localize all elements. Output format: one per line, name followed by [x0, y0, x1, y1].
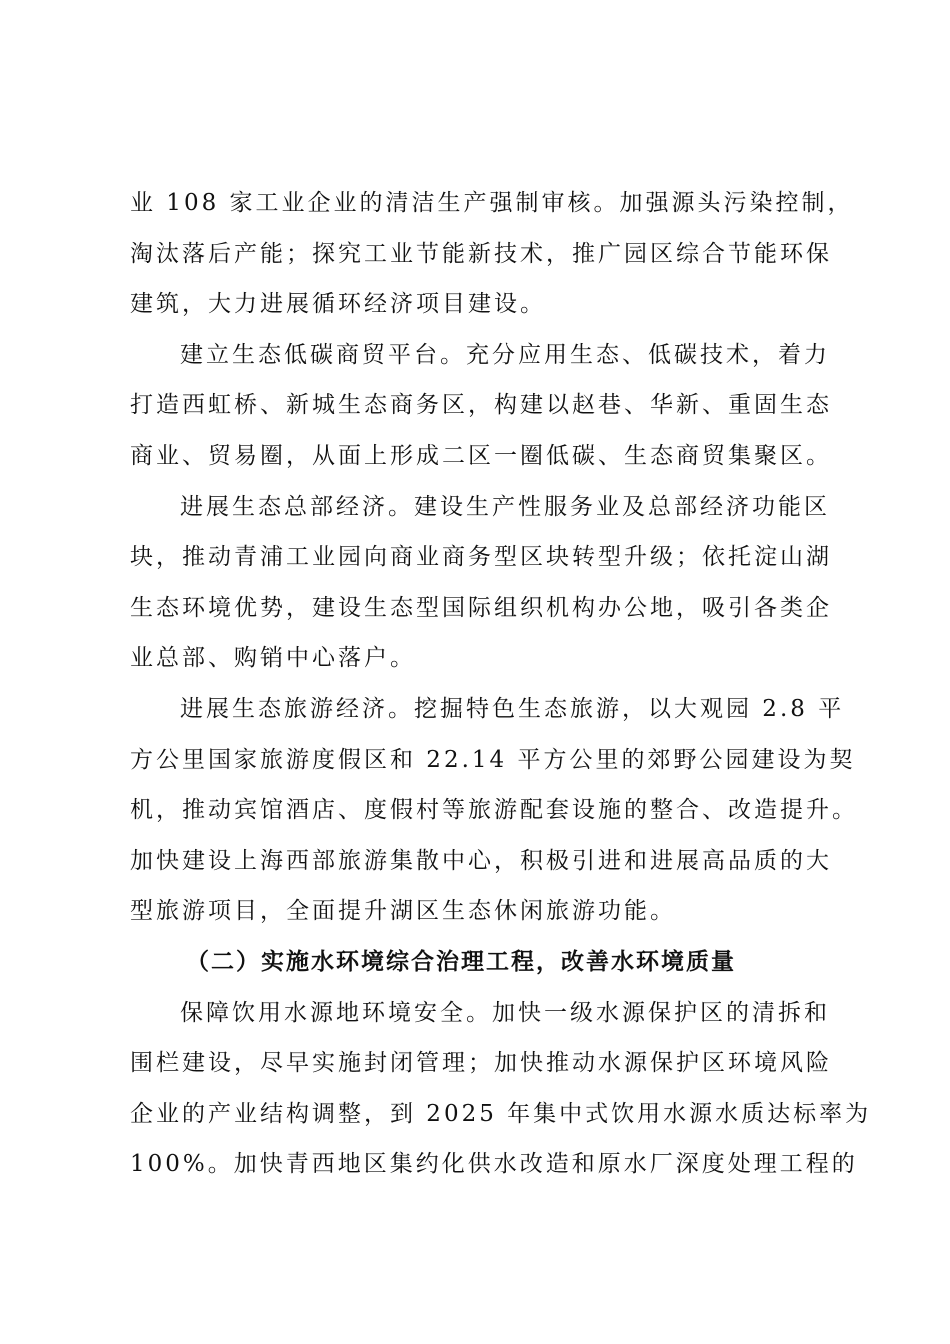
- paragraph-industrial: [130, 183, 854, 335]
- text-line: 商业、贸易圈，从面上形成二区一圈低碳、生态商贸集聚区。: [130, 442, 832, 469]
- text-line: 业总部、购销中心落户。: [130, 645, 416, 672]
- text-line: 企业的产业结构调整，到 2025 年集中式饮用水源水质达标率为: [130, 1100, 872, 1127]
- text-line: 进展生态旅游经济。挖掘特色生态旅游，以大观园 2.8 平: [180, 695, 845, 722]
- text-line: 块，推动青浦工业园向商业商务型区块转型升级；依托淀山湖: [130, 544, 832, 571]
- text-line: 加快建设上海西部旅游集散中心，积极引进和进展高品质的大: [130, 847, 832, 874]
- text-line: 生态环境优势，建设生态型国际组织机构办公地，吸引各类企: [130, 594, 832, 621]
- text-line: 淘汰落后产能；探究工业节能新技术，推广园区综合节能环保: [130, 240, 832, 267]
- paragraph-tourism: [130, 689, 858, 942]
- text-line: 型旅游项目，全面提升湖区生态休闲旅游功能。: [130, 898, 676, 925]
- text-line: 建筑，大力进展循环经济项目建设。: [130, 291, 546, 318]
- section-heading: （二）实施水环境综合治理工程，改善水环境质量: [186, 948, 736, 975]
- paragraph-commerce: [130, 335, 838, 487]
- document-body: [130, 183, 872, 1195]
- text-line: 方公里国家旅游度假区和 22.14 平方公里的郊野公园建设为契: [130, 746, 856, 773]
- text-line: 围栏建设，尽早实施封闭管理；加快推动水源保护区环境风险: [130, 1050, 832, 1077]
- text-line: 机，推动宾馆酒店、度假村等旅游配套设施的整合、改造提升。: [130, 797, 858, 824]
- text-line: 100%。加快青西地区集约化供水改造和原水厂深度处理工程的: [130, 1151, 858, 1178]
- text-line: 进展生态总部经济。建设生产性服务业及总部经济功能区: [180, 493, 830, 520]
- paragraph-headquarters: [130, 487, 838, 689]
- text-line: 业 108 家工业企业的清洁生产强制审核。加强源头污染控制，: [130, 190, 854, 216]
- text-line: 打造西虹桥、新城生态商务区，构建以赵巷、华新、重固生态: [130, 392, 832, 419]
- text-line: 保障饮用水源地环境安全。加快一级水源保护区的清拆和: [180, 999, 830, 1026]
- paragraph-water-source: [130, 993, 872, 1195]
- text-line: 建立生态低碳商贸平台。充分应用生态、低碳技术，着力: [180, 341, 830, 368]
